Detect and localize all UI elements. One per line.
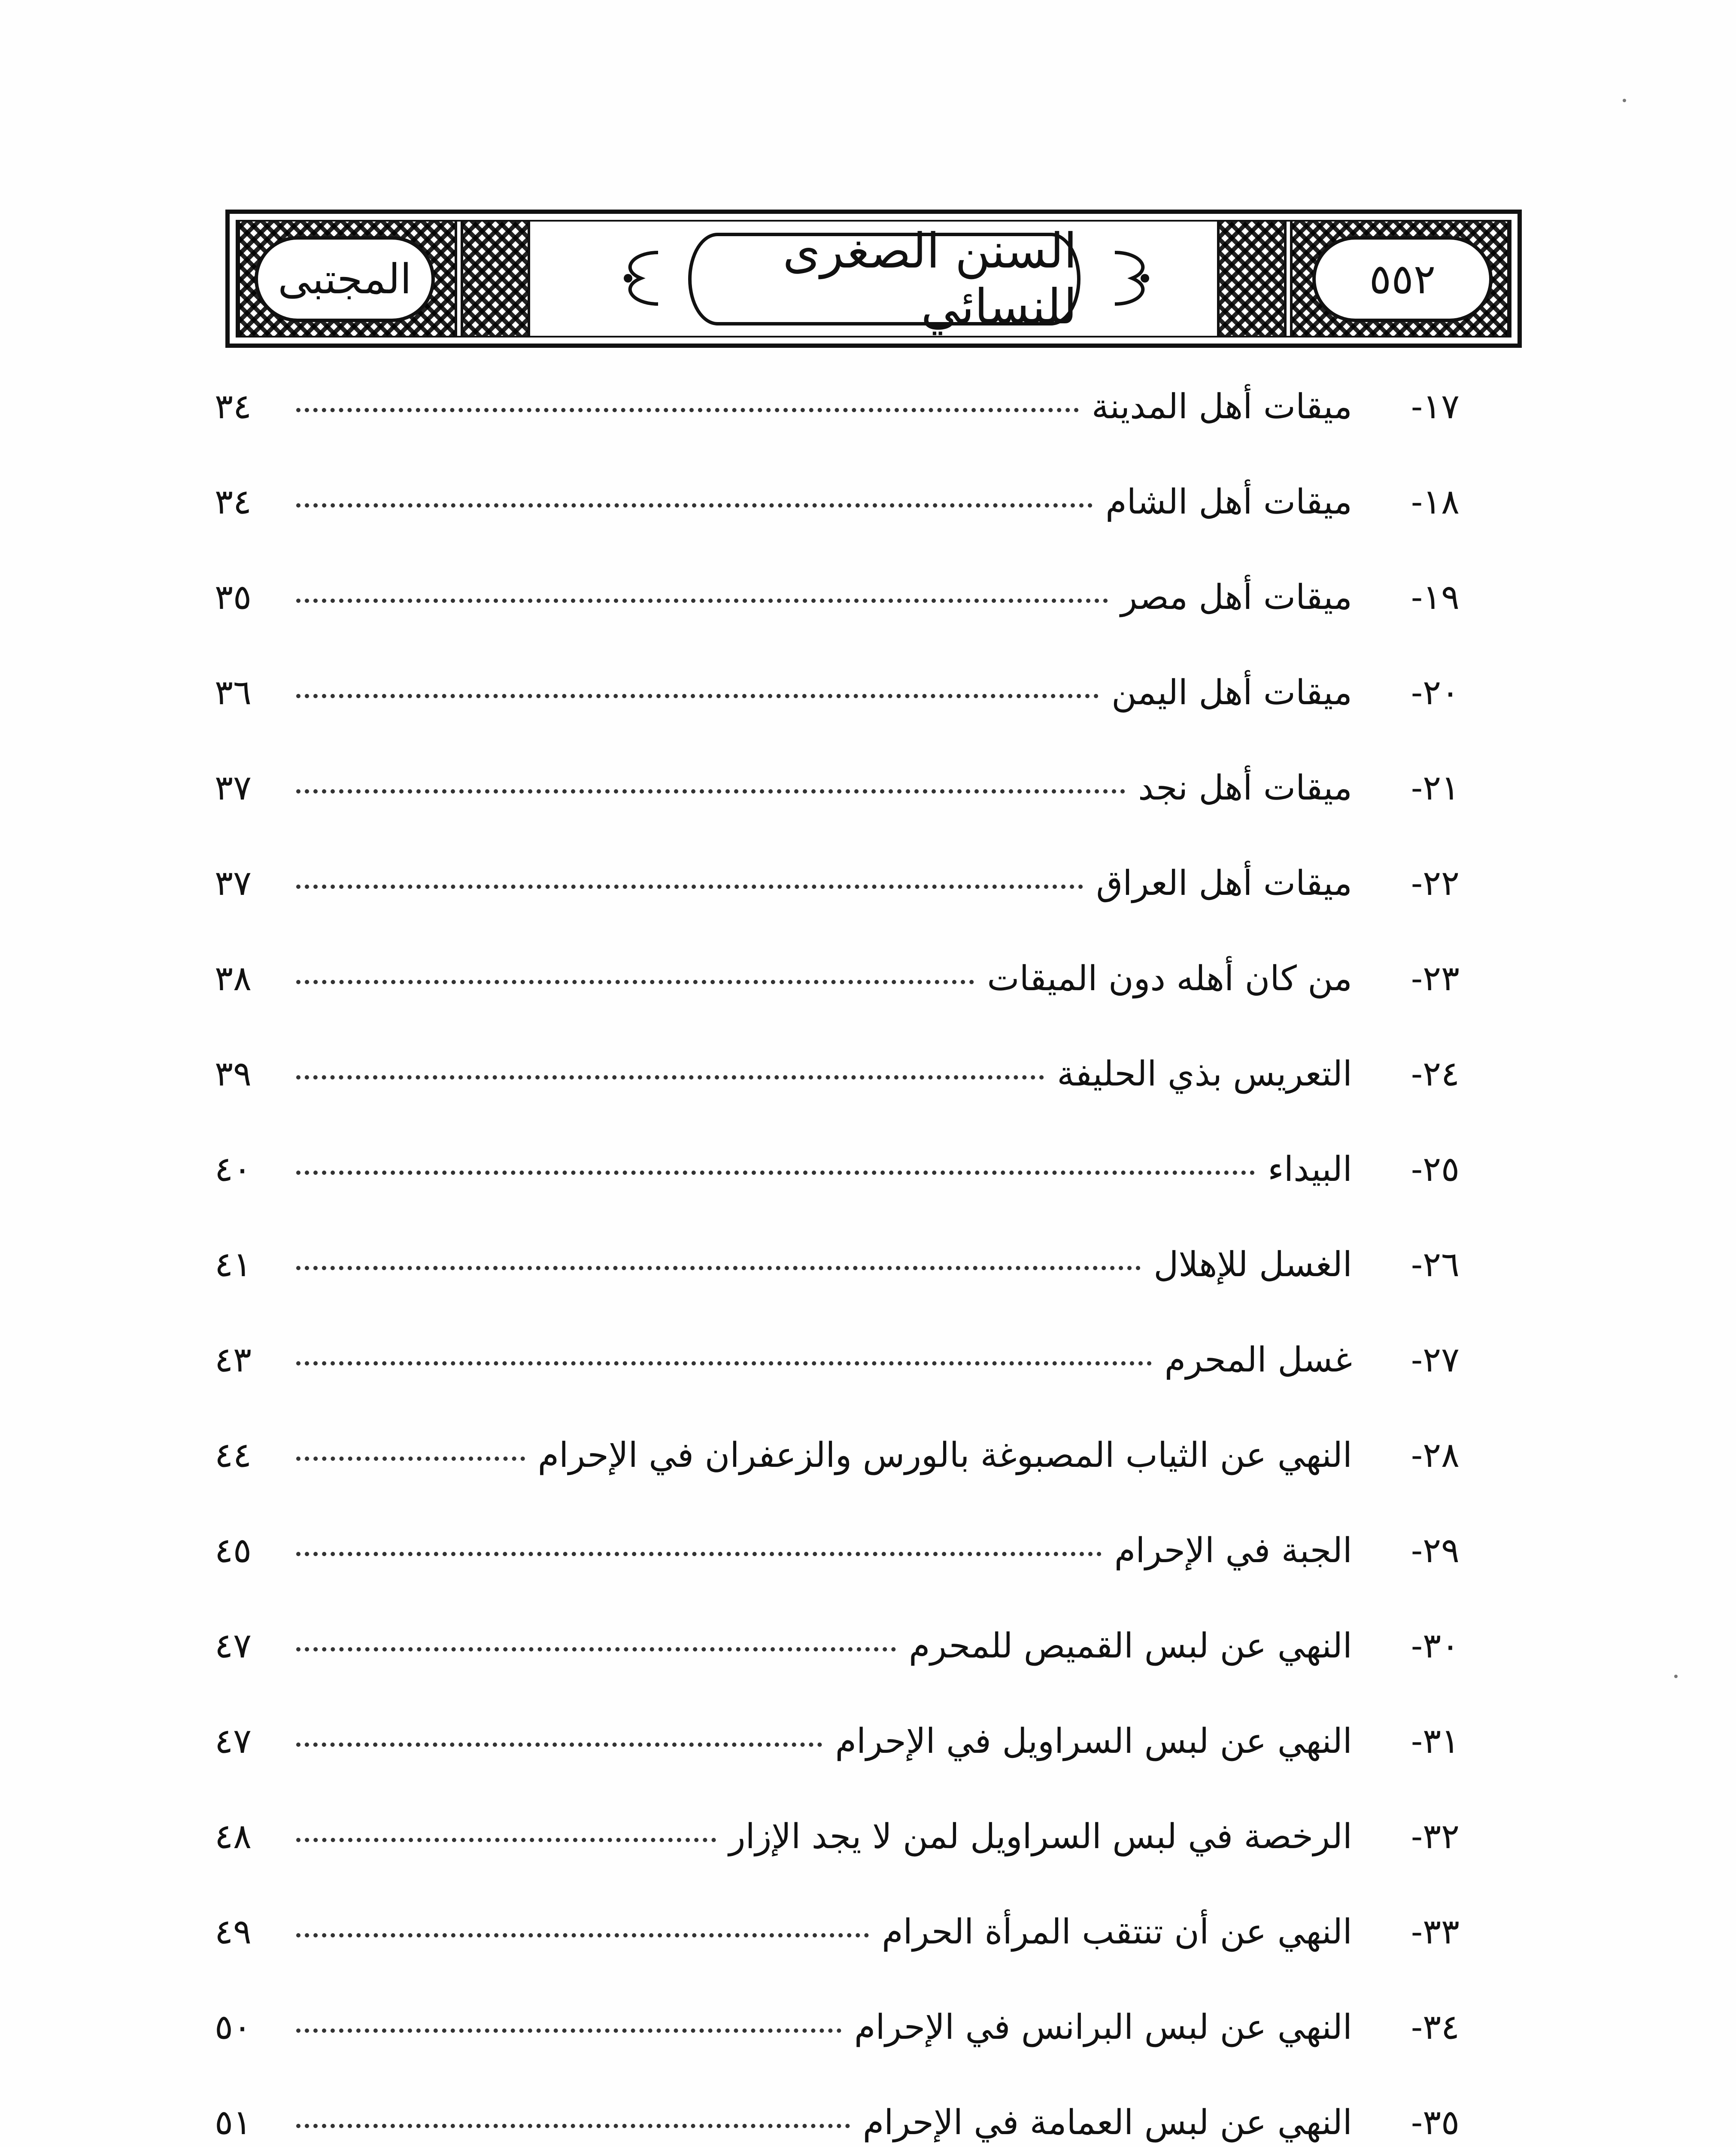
toc-row (215, 672, 1460, 737)
toc-title: ميقات أهل نجد (1138, 768, 1352, 808)
toc-title: النهي عن الثياب المصبوغة بالورس والزعفران في الإحرام (537, 1435, 1352, 1475)
toc-number: ٣٢- (1411, 1816, 1460, 1856)
page-number: ٥٥٢ (1369, 255, 1436, 303)
toc-row (215, 1530, 1460, 1595)
toc-leader-dots (296, 599, 1108, 603)
toc-row (215, 1244, 1460, 1309)
toc-row (215, 1149, 1460, 1213)
toc-page-number: ٤٧ (215, 1626, 252, 1666)
toc-number: ٢٣- (1411, 958, 1460, 998)
flourish-left-icon (615, 244, 662, 313)
header-inner-frame (236, 220, 1511, 338)
toc-leader-dots (296, 1171, 1255, 1175)
toc-row (215, 482, 1460, 546)
toc-page-number: ٤١ (215, 1244, 252, 1284)
header-pillar-left (461, 222, 530, 336)
toc-page-number: ٣٧ (215, 768, 252, 808)
toc-number: ٢١- (1411, 768, 1460, 808)
toc-number: ٣٤- (1411, 2007, 1460, 2047)
toc-leader-dots (296, 1266, 1141, 1270)
toc-number: ٢٩- (1411, 1530, 1460, 1570)
toc-leader-dots (296, 1933, 869, 1937)
toc-page-number: ٣٨ (215, 958, 252, 998)
toc-number: ١٨- (1411, 482, 1460, 522)
toc-page-number: ٣٩ (215, 1054, 252, 1094)
toc-leader-dots (296, 1361, 1152, 1365)
toc-row (215, 2007, 1460, 2071)
flourish-right-icon (1111, 244, 1158, 313)
toc-page-number: ٤٨ (215, 1816, 252, 1856)
toc-number: ٢٥- (1411, 1149, 1460, 1189)
toc-leader-dots (296, 980, 974, 984)
toc-number: ٢٧- (1411, 1340, 1460, 1380)
toc-leader-dots (296, 503, 1093, 508)
toc-row (215, 863, 1460, 928)
toc-page-number: ٤٤ (215, 1435, 252, 1475)
toc-row (215, 1912, 1460, 1976)
toc-title: الجبة في الإحرام (1114, 1530, 1352, 1570)
toc-leader-dots (296, 1075, 1044, 1080)
toc-page-number: ٥١ (215, 2102, 252, 2142)
page-number-cartouche (1312, 236, 1493, 322)
toc-title: ميقات أهل الشام (1105, 482, 1352, 522)
page-header (225, 210, 1522, 348)
toc-page-number: ٤٧ (215, 1721, 252, 1761)
toc-number: ٢٠- (1411, 672, 1460, 712)
toc-row (215, 1721, 1460, 1785)
book-title-frame (688, 223, 1080, 335)
toc-page-number: ٣٤ (215, 386, 252, 426)
toc-title: ميقات أهل العراق (1096, 863, 1352, 903)
scan-speck (1623, 99, 1626, 102)
toc-row (215, 1054, 1460, 1118)
toc-leader-dots (296, 789, 1125, 794)
book-title: السنن الصغرى للنسائي (783, 223, 1077, 335)
toc-page-number: ٣٧ (215, 863, 252, 903)
toc-title: النهي عن لبس السراويل في الإحرام (835, 1721, 1352, 1761)
toc-number: ٢٤- (1411, 1054, 1460, 1094)
toc-page-number: ٥٠ (215, 2007, 252, 2047)
toc-row (215, 768, 1460, 832)
toc-title: النهي عن لبس العمامة في الإحرام (862, 2102, 1352, 2142)
toc-leader-dots (296, 1647, 896, 1651)
toc-page-number: ٤٣ (215, 1340, 252, 1380)
section-title-cartouche (255, 236, 435, 322)
toc-row (215, 2102, 1460, 2147)
toc-number: ٢٢- (1411, 863, 1460, 903)
toc-title: من كان أهله دون الميقات (987, 958, 1352, 998)
toc-leader-dots (296, 1838, 716, 1842)
toc-leader-dots (296, 1457, 525, 1461)
toc-page-number: ٤٥ (215, 1530, 252, 1570)
section-title: المجتبى (278, 255, 412, 303)
toc-leader-dots (296, 2028, 841, 2033)
toc-leader-dots (296, 1552, 1102, 1556)
toc-title: النهي عن أن تنتقب المرأة الحرام (882, 1912, 1352, 1952)
scan-speck (1674, 1675, 1678, 1678)
toc-number: ٣٥- (1411, 2102, 1460, 2142)
toc-title: النهي عن لبس القميص للمحرم (908, 1626, 1352, 1666)
toc-title: غسل المحرم (1164, 1340, 1352, 1380)
toc-number: ٣٣- (1411, 1912, 1460, 1952)
toc-page-number: ٣٤ (215, 482, 252, 522)
toc-title: البيداء (1268, 1149, 1352, 1189)
toc-leader-dots (296, 885, 1083, 889)
toc-page-number: ٣٥ (215, 577, 252, 617)
toc-row (215, 386, 1460, 451)
toc-row (215, 577, 1460, 642)
toc-row (215, 1816, 1460, 1881)
toc-leader-dots (296, 2124, 850, 2128)
toc-title: التعريس بذي الحليفة (1057, 1054, 1352, 1094)
toc-row (215, 1626, 1460, 1690)
toc-row (215, 958, 1460, 1023)
header-pillar-right (1217, 222, 1287, 336)
toc-leader-dots (296, 1743, 822, 1747)
toc-title: ميقات أهل مصر (1120, 577, 1352, 617)
toc-title: الغسل للإهلال (1153, 1244, 1352, 1284)
toc-page-number: ٣٦ (215, 672, 252, 712)
toc-number: ٢٦- (1411, 1244, 1460, 1284)
toc-page-number: ٤٩ (215, 1912, 252, 1952)
toc-number: ٣١- (1411, 1721, 1460, 1761)
toc-number: ٢٨- (1411, 1435, 1460, 1475)
toc-leader-dots (296, 694, 1099, 698)
toc-title: الرخصة في لبس السراويل لمن لا يجد الإزار (728, 1816, 1352, 1856)
toc-leader-dots (296, 408, 1079, 412)
toc-number: ٣٠- (1411, 1626, 1460, 1666)
toc-number: ١٩- (1411, 577, 1460, 617)
toc-number: ١٧- (1411, 386, 1460, 426)
toc-row (215, 1340, 1460, 1404)
toc-title: ميقات أهل اليمن (1111, 672, 1352, 712)
toc-title: ميقات أهل المدينة (1091, 386, 1352, 426)
toc-page-number: ٤٠ (215, 1149, 252, 1189)
toc-title: النهي عن لبس البرانس في الإحرام (854, 2007, 1352, 2047)
toc-row (215, 1435, 1460, 1499)
